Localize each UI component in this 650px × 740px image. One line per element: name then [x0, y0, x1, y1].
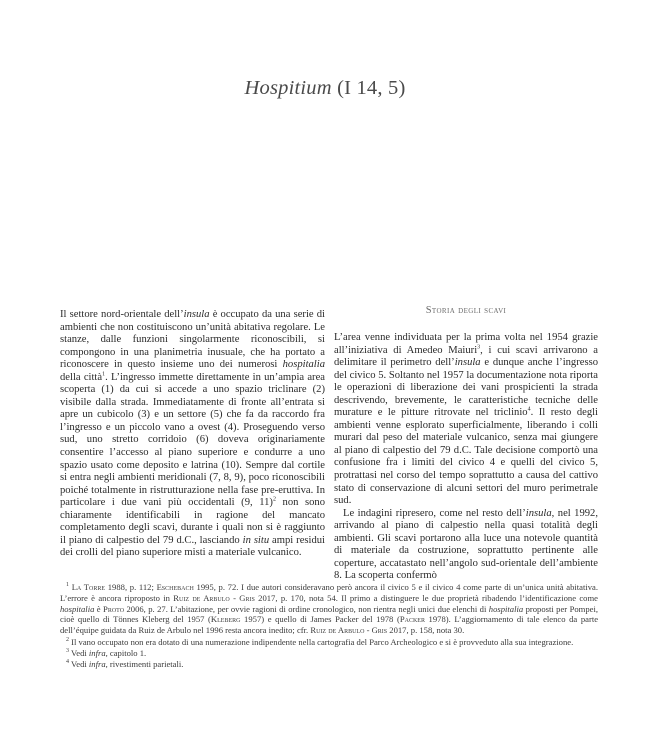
footnote-1: $^1$ La Torre 1988, p. 112; Eschebach 1995, p. 72. I due autori consideravano però ancora il civico 5 e il civico 4 come parte di un’unica unità abitativa. L’errore è ancora riproposto in Ruiz de Arbulo - Gris 2017, p. 170, nota 54. Il primo a distinguere le due proprietà ribadendo l’identificazione come hospitalia è Proto 2006, p. 27. L’abitazione, per ovvie ragioni di ordine cronologico, non rientra negli unici due elenchi di hospitalia proposti per Pompei, cioè quello di Tönnes Kleberg del 1957 (Kleberg 1957) e quello di James Packer del 1978 (Packer 1978). L’aggiornamento di tale elenco da parte dell’équipe guidata da Ruiz de Arbulo nel 1996 resta ancora inedito; cfr. Ruiz de Arbulo - Gris 2017, p. 158, nota 30. — [60, 582, 599, 636]
footnote-ref-4[interactable]: 4 — [527, 406, 531, 413]
right-paragraph-1: L’area venne individuata per la prima volta nel 1954 grazie all’iniziativa di Amedeo Maiuri$^3$, i cui scavi arrivarono a delimitare il perimetro dell’insula e dunque anche l’ingresso del civico 5. Soltanto nel 1957 la documentazione nota riporta le operazioni di liberazione dei vani prospicienti la strada descrivendo, brevemente, le caratteristiche tecniche delle murature e le pitture ritrovate nel triclinio$^4$. Il resto degli ambienti venne esplorato superficialmente, liberando i colli murari dal peso del materiale vulcanico, senza mai giungere al piano di calpestio del 79 d.C. Tale decisione comportò una confusione fra i limiti del civico 4 e quelli del civico 5, protrattasi nel corso del tempo soprattutto a causa del cattivo stato di conservazione di alcuni settori del muro perimetrale sud. — [334, 332, 599, 507]
left-column — [60, 309, 325, 560]
footnotes — [60, 582, 598, 671]
footnote-3: $^3$ Vedi infra, capitolo 1. — [66, 647, 147, 658]
page-title — [0, 77, 650, 100]
left-paragraph-1: Il settore nord-orientale dell’insula è occupato da una serie di ambienti che non costituiscono un’unità abitativa regolare. Le stanze, dalle funzioni singolarmente riconoscibili, si compongono in una planimetria inusuale, che ha portato a riconoscere in questo insieme uno dei numerosi hospitalia della città$^1$. L’ingresso immette direttamente in un’ampia area scoperta (1) da cui si accede a uno spazio triclinare (2) visibile dalla strada. Immediatamente di fronte all’entrata si apre un cubicolo (3) e un settore (5) che fa da raccordo fra l’ingresso e un piccolo vano a ovest (4). Proseguendo verso sud, uno stretto corridoio (6) doveva originariamente consentire l’accesso al piano superiore e condurre a uno spazio usato come deposito e latrina (10). Sempre dal cortile si entra negli ambienti meridionali (7, 8, 9), poco riconoscibili poiché totalmente in ristrutturazione nella fase pre-eruttiva. In particolare i due vani più occidentali (9, 11)$^2$ non sono chiaramente identificabili in ragione del mancato completamento degli scavi, durante i quali non si è raggiunto il piano di calpestio del 79 d.C., lasciando in situ ampi residui dei crolli del piano superiore misti a materiale vulcanico. — [60, 309, 326, 559]
footnote-ref-1[interactable]: 1 — [102, 371, 106, 378]
right-column — [334, 332, 598, 583]
title-rest: (I 14, 5) — [331, 77, 406, 99]
right-paragraph-2: Le indagini ripresero, come nel resto dell’insula, nel 1992, arrivando al piano di calpestio nella quasi totalità degli ambienti. Gli scavi portarono alla luce una notevole quantità di materiale da costruzione, soprattutto pertinente alle coperture, accatastato nell’angolo sud-orientale dell’ambiente 8. La scoperta confermò — [334, 507, 598, 582]
section-heading: Storia degli scavi — [425, 305, 507, 316]
footnote-2: $^2$ Il vano occupato non era dotato di una numerazione indipendente nella cartografia del Parco Archeologico e si è provveduto alla sua integrazione. — [66, 636, 574, 647]
footnote-ref-3[interactable]: 3 — [477, 344, 481, 351]
footnote-4: $^4$ Vedi infra, rivestimenti parietali. — [66, 659, 184, 670]
title-italic: Hospitium — [244, 77, 332, 99]
footnote-ref-2[interactable]: 2 — [272, 496, 276, 503]
